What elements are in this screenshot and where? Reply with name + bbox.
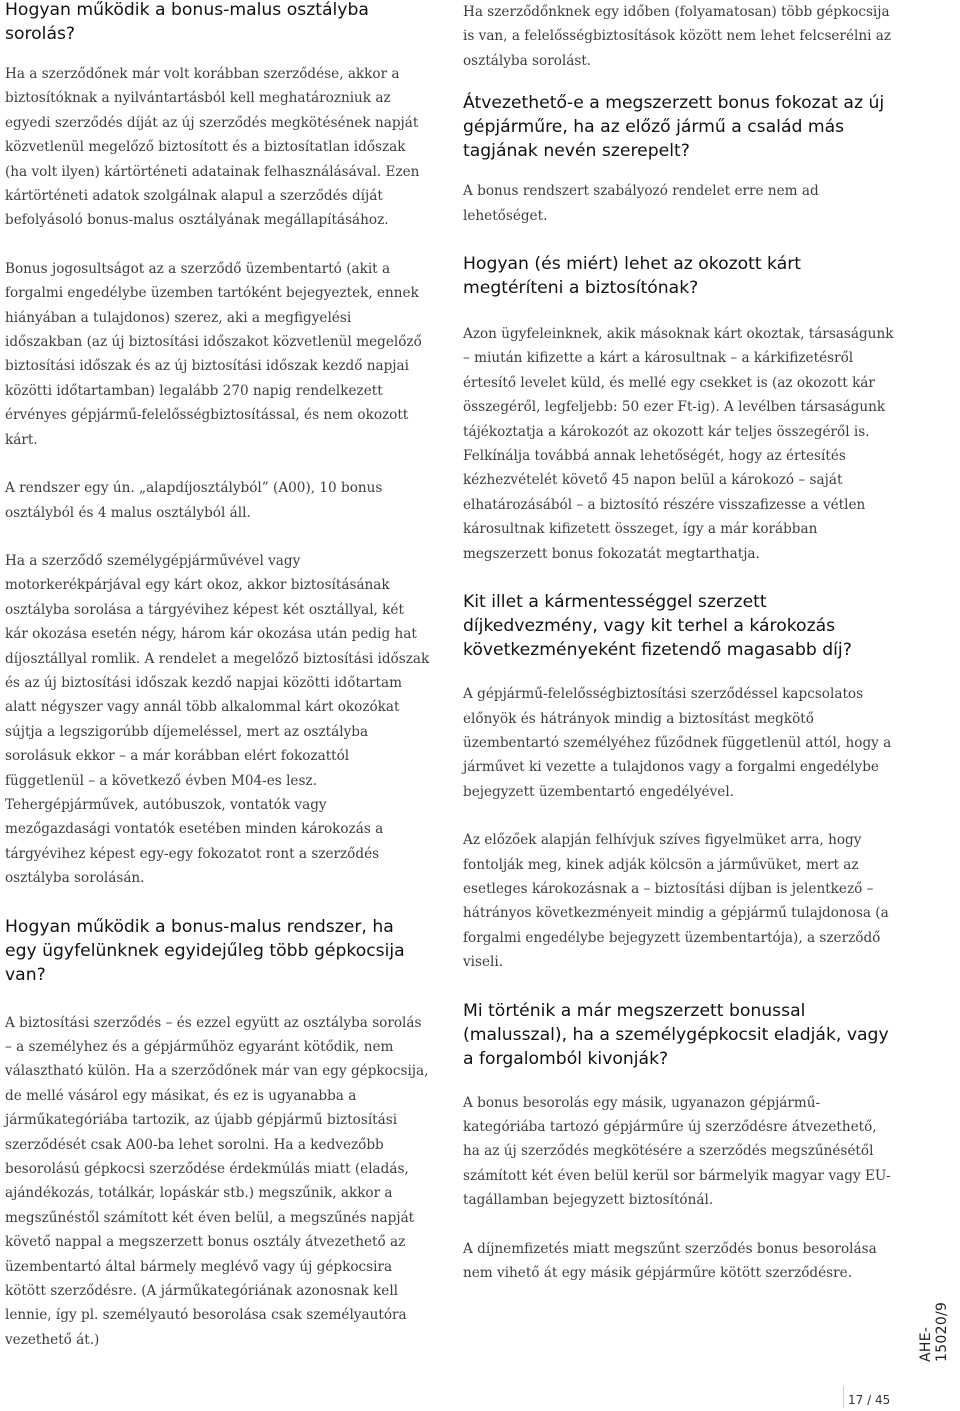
heading-multiple-cars: Hogyan működik a bonus-malus rendszer, ha egy ügyfelünknek egyidejűleg több gépkocsija van?: [5, 916, 405, 985]
left-column: [5, 0, 430, 1376]
paragraph-lending-warning: Az előzőek alapján felhívjuk szíves figyelmüket arra, hogy fontolják meg, kinek adják kölcsön a járművüket, mert az esetleges károkozásnak a – biztosítási díjban is jelentkező – hátrányos következményeit mindig a gépjármű tulajdonosa (a forgalmi engedélybe bejegyzett üzembentartója), a szerződő viseli.: [463, 832, 889, 971]
paragraph-claim-downgrade: Ha a szerződő személygépjárművével vagy motorkerékpárjával egy kárt okoz, akkor biztosításának osztályba sorolása a tárgyévihez képest két osztállyal, két kár okozása esetén négy, három kár okozása után pedig hat díjosztállyal romlik. A rendelet a megelőző biztosítási időszak és az új biztosítási időszak kezdő napjai közötti időtartam alatt négyszer vagy annál több alkalommal kárt okozókat sújtja a legszigorúbb díjemeléssel, mert az osztályba sorolásuk ekkor – a már korábban elért fokozattól függetlenül – a következő évben M04-es lesz. Tehergépjárművek, autóbuszok, vontatók vagy mezőgazdasági vontatók esetében minden károkozás a tárgyévihez képest egy-egy fokozatot ront a szerződés osztályba sorolásán.: [5, 552, 430, 887]
document-code: AHE-15020/9: [918, 1301, 950, 1362]
paragraph-nonpayment: A díjnemfizetés miatt megszűnt szerződés bonus besorolása nem vihető át egy másik gépjárműre kötött szerződésre.: [463, 1240, 877, 1281]
paragraph-class-system: A rendszer egy ún. „alapdíjosztályból” (A00), 10 bonus osztályból és 4 malus osztályból áll.: [5, 480, 383, 521]
paragraph-repay-process: Azon ügyfeleinknek, akik másoknak kárt okoztak, társaságunk – miután kifizette a kárt a károsultnak – a kárkifizetésről értesítő levelet küld, és mellé egy csekket is (az okozott kár összegéről, legfeljebb: 50 ezer Ft-ig). A levélben társaságunk tájékoztatja a károkozót az okozott kár teljes összegéről is. Felkínálja továbbá annak lehetőségét, hogy az értesítés kézhezvételét követő 45 napon belül a károkozó – saját elhatározásából – a biztosító részére visszafizesse a vétlen károsultnak kifizetett összeget, így a már korábban megszerzett bonus fokozatát megtarthatja.: [463, 326, 894, 562]
heading-transfer-family: Átvezethető-e a megszerzett bonus fokozat az új gépjárműre, ha az előző jármű a család más tagjának nevén szerepelt?: [463, 93, 885, 162]
paragraph-transfer-rules: A bonus besorolás egy másik, ugyanazon gépjármű-kategóriába tartozó gépjárműre új szerződésre átvezethető, ha az új szerződés megkötésére a szerződés megszűnésétől számított két éven belül kerül sor bármelyik magyar vagy EU-tagállamban bejegyzett biztosítónál.: [463, 1094, 891, 1209]
right-column: [463, 0, 895, 1309]
paragraph-no-swap: Ha szerződőnknek egy időben (folyamatosan) több gépkocsija is van, a felelősségbiztosítások között nem lehet felcserélni az osztályba sorolást.: [463, 4, 892, 69]
paragraph-bonus-eligibility: Bonus jogosultságot az a szerződő üzembentartó (akit a forgalmi engedélybe üzemben tartóként bejegyeztek, ennek hiányában a tulajdonos) szerez, aki a megfigyelési időszakban (az új biztosítási időszakot közvetlenül megelőző biztosítási időszak és az új biztosítási időszak kezdő napjai közötti időtartamban) legalább 270 napig rendelkezett érvényes gépjármű-felelősségbiztosítással, és nem okozott kárt.: [5, 260, 422, 448]
paragraph-benefits-owner: A gépjármű-felelősségbiztosítási szerződéssel kapcsolatos előnyök és hátrányok mindig a biztosítást megkötő üzembentartó személyéhez fűződnek függetlenül attól, hogy a járművet ki vezette a tulajdonos vagy a forgalmi engedélybe bejegyzett üzembentartó engedélyével.: [463, 686, 892, 800]
page-number: 17 / 45: [848, 1393, 891, 1407]
heading-repay-damage: Hogyan (és miért) lehet az okozott kárt megtéríteni a biztosítónak?: [463, 254, 802, 299]
paragraph-multiple-cars: A biztosítási szerződés – és ezzel együtt az osztályba sorolás – a személyhez és a gépjárműhöz egyaránt kötődik, nem választható külön. Ha a szerződőnek már van egy gépkocsija, de mellé vásárol egy másikat, és ez is ugyanabba a járműkategóriába tartozik, az újabb gépjármű biztosítási szerződését csak A00-ba lehet sorolni. Ha a kedvezőbb besorolású gépkocsi szerződése érdekmúlás miatt (eladás, ajándékozás, totálkár, lopáskár stb.) megszűnik, akkor a megszűnéstől számított két éven belül, a megszűnés napját követő nappal a megszerzett bonus osztály átvezethető az üzembentartó által bármely meglévő vagy új gépkocsira kötött szerződésre. (A járműkategóriának azonosnak kell lennie, így pl. személyautó besorolása csak személyautóra vezethető át.): [5, 1014, 429, 1348]
heading-sold-vehicle: Mi történik a már megszerzett bonussal (malusszal), ha a személygépkocsit eladják, vagy a forgalomból kivonják?: [463, 1000, 889, 1069]
paragraph-previous-contract: Ha a szerződőnek már volt korábban szerződése, akkor a biztosítóknak a nyilvántartásból kell meghatározniuk az egyedi szerződés díját az új szerződés megkötésének napját közvetlenül megelőző biztosított és a biztosítatlan időszak (ha volt ilyen) kártörténeti adatainak felhasználásával. Ezen kártörténeti adatok szolgálnak alapul a szerződés díját befolyásoló bonus-malus osztályának megállapításához.: [5, 66, 420, 229]
heading-bonus-malus-classification: Hogyan működik a bonus-malus osztályba sorolás?: [5, 0, 369, 44]
heading-discount-entitlement: Kit illet a kármentességgel szerzett díjkedvezmény, vagy kit terhel a károkozás következményeként fizetendő magasabb díj?: [463, 592, 852, 661]
paragraph-no-possibility: A bonus rendszert szabályozó rendelet erre nem ad lehetőséget.: [463, 183, 819, 224]
page-number-divider: [843, 1386, 844, 1408]
